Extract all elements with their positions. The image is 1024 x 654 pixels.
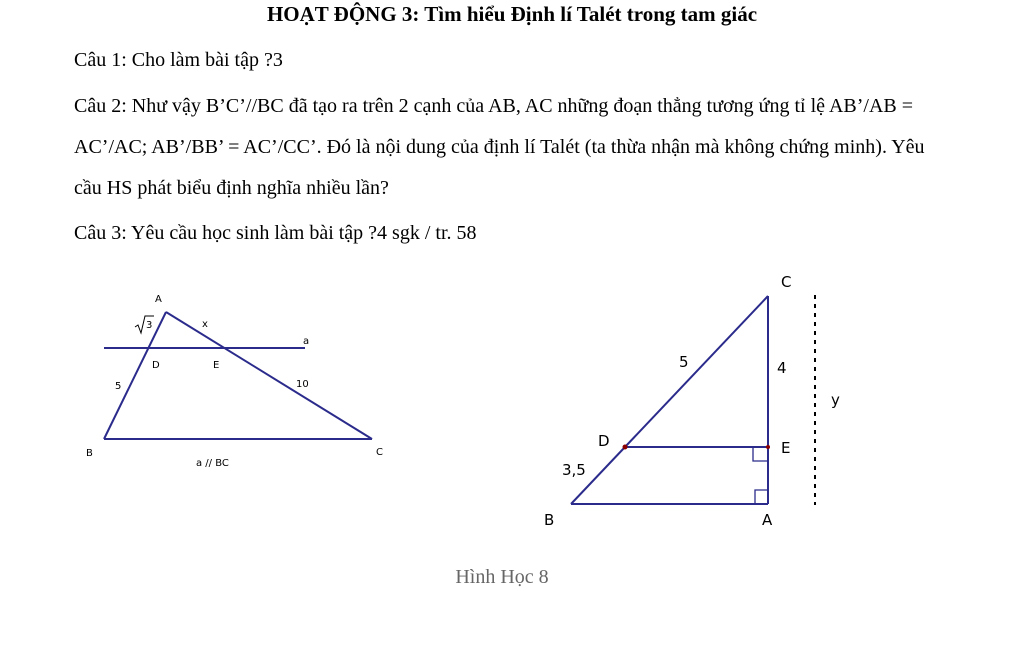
figure-caption: Hình Học 8 [455, 566, 549, 588]
label-b-5: 5 [679, 353, 689, 371]
label-a-vertex-E: E [213, 360, 220, 371]
point-e [766, 445, 770, 449]
label-b-vertex-B: B [544, 511, 555, 529]
label-a-vertex-C: C [376, 447, 383, 458]
label-b-y: y [831, 391, 840, 409]
segment-bc [571, 296, 768, 504]
label-a-10: 10 [296, 379, 309, 390]
label-a-vertex-A: A [155, 294, 162, 305]
label-a-line-a: a [303, 336, 310, 347]
segment-ab [104, 312, 166, 439]
label-b-3-5: 3,5 [562, 461, 586, 479]
label-a-vertex-B: B [86, 448, 93, 459]
figure-b [571, 296, 768, 504]
label-a-5: 5 [115, 381, 122, 392]
label-a-note: a // BC [196, 458, 229, 469]
point-d [623, 445, 628, 450]
figure-a-labels [86, 294, 383, 469]
sqrt3-label [135, 316, 154, 333]
question-3: Câu 3: Yêu cầu học sinh làm bài tập ?4 sgk / tr. 58 [74, 222, 477, 244]
right-angle-mark-a [755, 490, 768, 504]
question-1: Câu 1: Cho làm bài tập ?3 [74, 49, 283, 71]
label-a-vertex-D: D [152, 360, 160, 371]
figure-b-labels [544, 273, 840, 529]
right-angle-mark-e [753, 447, 768, 461]
label-a-sqrt3-value: 3 [146, 320, 153, 331]
segment-ac [166, 312, 372, 439]
label-b-vertex-D: D [598, 432, 610, 450]
page-title: HOẠT ĐỘNG 3: Tìm hiểu Định lí Talét trong tam giác [266, 2, 758, 26]
label-b-vertex-A: A [762, 511, 773, 529]
label-a-x: x [202, 319, 208, 330]
label-b-vertex-E: E [781, 439, 791, 457]
figure-a [104, 312, 372, 439]
label-b-4: 4 [777, 359, 787, 377]
label-b-vertex-C: C [781, 273, 792, 291]
question-2: Câu 2: Như vậy B’C’//BC đã tạo ra trên 2 cạnh của AB, AC những đoạn thẳng tương ứng tỉ lệ AB’/AB = AC’/AC; AB’/BB’ = AC’/CC’. Đó là nội dung của định lí Talét (ta thừa nhận mà không chứng minh). Yêu cầu HS phát biểu định nghĩa nhiều lần? [74, 95, 925, 199]
